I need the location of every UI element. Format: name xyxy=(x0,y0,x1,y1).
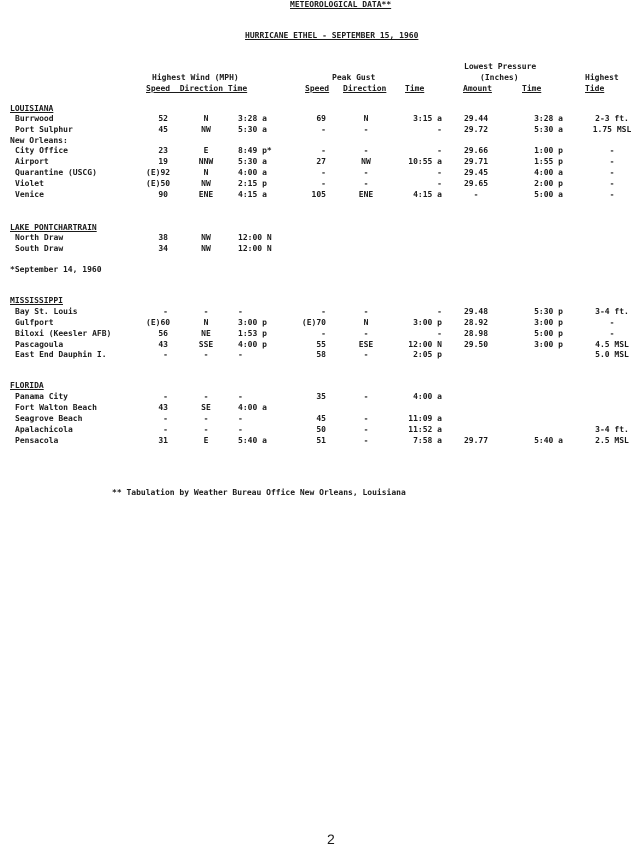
pressure-amount: 29.45 xyxy=(463,168,489,177)
gust-direction: - xyxy=(363,425,369,434)
wind-speed: - xyxy=(163,350,168,359)
document-subtitle: HURRICANE ETHEL - SEPTEMBER 15, 1960 xyxy=(245,31,419,40)
pressure-amount: 29.77 xyxy=(463,436,489,445)
wind-direction: NW xyxy=(201,179,211,188)
station-name: Seagrove Beach xyxy=(15,414,83,423)
pressure-time: 1:55 p xyxy=(534,157,563,166)
pressure-amount: 28.98 xyxy=(463,329,489,338)
wind-speed: (E)60 xyxy=(146,318,171,327)
wind-speed: 31 xyxy=(158,436,168,445)
highest-tide: 5.0 MSL xyxy=(595,350,629,359)
wind-time: 2:15 p xyxy=(238,179,267,188)
gust-direction: - xyxy=(363,179,369,188)
gust-speed: 51 xyxy=(316,436,326,445)
document-title: METEOROLOGICAL DATA** xyxy=(290,0,392,9)
station-name: Burrwood xyxy=(15,114,54,123)
gust-time: 3:00 p xyxy=(413,318,442,327)
station-name: East End Dauphin I. xyxy=(15,350,107,359)
wind-time: - xyxy=(238,425,243,434)
gust-speed: 55 xyxy=(316,340,326,349)
col-gust-direction: Direction xyxy=(343,84,387,93)
wind-speed: (E)92 xyxy=(146,168,171,177)
gust-speed: - xyxy=(321,125,326,134)
wind-time: 12:00 N xyxy=(238,244,272,253)
station-name: Apalachicola xyxy=(15,425,73,434)
gust-time: 12:00 N xyxy=(408,340,442,349)
highest-tide: 2.5 MSL xyxy=(595,436,629,445)
pressure-amount: 28.92 xyxy=(463,318,489,327)
station-name: New Orleans: xyxy=(10,136,68,145)
gust-time: 10:55 a xyxy=(408,157,442,166)
station-name: Pensacola xyxy=(15,436,59,445)
highest-tide: 1.75 MSL xyxy=(592,125,632,134)
station-name: Bay St. Louis xyxy=(15,307,78,316)
gust-speed: - xyxy=(321,329,326,338)
gust-direction: N xyxy=(363,318,369,327)
gust-speed: 35 xyxy=(316,392,326,401)
station-name: Biloxi (Keesler AFB) xyxy=(15,329,112,338)
wind-direction: SSE xyxy=(198,340,214,349)
gust-time: - xyxy=(437,125,442,134)
wind-direction: ENE xyxy=(198,190,214,199)
wind-time: 5:30 a xyxy=(238,157,267,166)
wind-direction: SE xyxy=(201,403,211,412)
col-pressure-time: Time xyxy=(522,84,542,93)
col-group-lowest-pressure-units: (Inches) xyxy=(480,73,519,82)
highest-tide: - xyxy=(609,157,615,166)
wind-direction: N xyxy=(203,168,209,177)
station-name: South Draw xyxy=(15,244,64,253)
wind-direction: NE xyxy=(201,329,211,338)
gust-time: 3:15 a xyxy=(413,114,442,123)
gust-direction: - xyxy=(363,436,369,445)
col-gust-time: Time xyxy=(405,84,425,93)
gust-time: 11:09 a xyxy=(408,414,442,423)
station-name: Port Sulphur xyxy=(15,125,73,134)
gust-direction: - xyxy=(363,307,369,316)
wind-direction: - xyxy=(203,392,209,401)
pressure-amount: 29.48 xyxy=(463,307,489,316)
gust-time: - xyxy=(437,168,442,177)
wind-time: 4:00 a xyxy=(238,403,267,412)
station-name: Gulfport xyxy=(15,318,54,327)
highest-tide: - xyxy=(609,329,615,338)
wind-speed: 34 xyxy=(158,244,168,253)
wind-speed: 90 xyxy=(158,190,168,199)
station-name: Panama City xyxy=(15,392,68,401)
wind-direction: - xyxy=(203,307,209,316)
pressure-time: 4:00 a xyxy=(534,168,563,177)
col-group-highest-wind: Highest Wind (MPH) xyxy=(152,73,239,82)
highest-tide: - xyxy=(609,318,615,327)
highest-tide: - xyxy=(609,190,615,199)
page-number: 2 xyxy=(327,831,335,847)
pressure-amount: 29.65 xyxy=(463,179,489,188)
wind-direction: E xyxy=(203,436,209,445)
wind-direction: NNW xyxy=(198,157,214,166)
gust-direction: NW xyxy=(361,157,371,166)
wind-speed: 45 xyxy=(158,125,168,134)
pressure-time: 1:00 p xyxy=(534,146,563,155)
gust-speed: 58 xyxy=(316,350,326,359)
wind-time: 1:53 p xyxy=(238,329,267,338)
footnote-double-star: ** Tabulation by Weather Bureau Office New Orleans, Louisiana xyxy=(112,488,406,497)
gust-direction: - xyxy=(363,146,369,155)
pressure-amount: 29.66 xyxy=(463,146,489,155)
gust-direction: ENE xyxy=(358,190,374,199)
wind-direction: - xyxy=(203,414,209,423)
gust-speed: 69 xyxy=(316,114,326,123)
wind-direction: E xyxy=(203,146,209,155)
wind-speed: 52 xyxy=(158,114,168,123)
pressure-time: 5:30 a xyxy=(534,125,563,134)
wind-time: 3:00 p xyxy=(238,318,267,327)
highest-tide: 2-3 ft. xyxy=(595,114,629,123)
station-name: Pascagoula xyxy=(15,340,64,349)
gust-direction: - xyxy=(363,392,369,401)
gust-speed: 27 xyxy=(316,157,326,166)
wind-time: 4:00 p xyxy=(238,340,267,349)
highest-tide: 3-4 ft. xyxy=(595,307,629,316)
section-title: LAKE PONTCHARTRAIN xyxy=(10,223,97,232)
station-name: Violet xyxy=(15,179,44,188)
footnote-star: *September 14, 1960 xyxy=(10,265,102,274)
wind-speed: - xyxy=(163,392,168,401)
station-name: Quarantine (USCG) xyxy=(15,168,97,177)
wind-speed: 38 xyxy=(158,233,168,242)
station-name: Fort Walton Beach xyxy=(15,403,97,412)
gust-time: - xyxy=(437,329,442,338)
pressure-time: 3:00 p xyxy=(534,340,563,349)
highest-tide: - xyxy=(609,179,615,188)
wind-time: 4:15 a xyxy=(238,190,267,199)
gust-time: - xyxy=(437,179,442,188)
gust-speed: - xyxy=(321,179,326,188)
col-pressure-amount: Amount xyxy=(463,84,492,93)
pressure-amount: 29.72 xyxy=(463,125,489,134)
gust-speed: (E)70 xyxy=(301,318,326,327)
gust-direction: - xyxy=(363,125,369,134)
gust-direction: N xyxy=(363,114,369,123)
wind-speed: 19 xyxy=(158,157,168,166)
col-group-peak-gust: Peak Gust xyxy=(332,73,376,82)
wind-direction: N xyxy=(203,318,209,327)
pressure-amount: 29.71 xyxy=(463,157,489,166)
gust-speed: - xyxy=(321,146,326,155)
section-title: MISSISSIPPI xyxy=(10,296,63,305)
wind-speed: - xyxy=(163,414,168,423)
gust-time: - xyxy=(437,146,442,155)
wind-speed: - xyxy=(163,307,168,316)
gust-time: 11:52 a xyxy=(408,425,442,434)
gust-time: 2:05 p xyxy=(413,350,442,359)
wind-time: 12:00 N xyxy=(238,233,272,242)
station-name: Airport xyxy=(15,157,49,166)
gust-speed: 45 xyxy=(316,414,326,423)
gust-speed: - xyxy=(321,168,326,177)
wind-time: 3:28 a xyxy=(238,114,267,123)
section-title: LOUISIANA xyxy=(10,104,54,113)
wind-direction: NW xyxy=(201,233,211,242)
wind-time: 4:00 a xyxy=(238,168,267,177)
pressure-amount: - xyxy=(473,190,479,199)
station-name: North Draw xyxy=(15,233,64,242)
pressure-time: 5:00 p xyxy=(534,329,563,338)
wind-time: - xyxy=(238,414,243,423)
pressure-time: 5:00 a xyxy=(534,190,563,199)
wind-direction: NW xyxy=(201,244,211,253)
gust-direction: - xyxy=(363,414,369,423)
pressure-time: 5:40 a xyxy=(534,436,563,445)
highest-tide: 4.5 MSL xyxy=(595,340,629,349)
station-name: Venice xyxy=(15,190,44,199)
section-title: FLORIDA xyxy=(10,381,44,390)
gust-direction: - xyxy=(363,329,369,338)
col-wind-sub: Speed Direction Time xyxy=(146,84,248,93)
wind-time: 5:40 a xyxy=(238,436,267,445)
gust-direction: ESE xyxy=(358,340,374,349)
highest-tide: 3-4 ft. xyxy=(595,425,629,434)
gust-speed: - xyxy=(321,307,326,316)
gust-time: 4:00 a xyxy=(413,392,442,401)
pressure-time: 2:00 p xyxy=(534,179,563,188)
wind-direction: - xyxy=(203,350,209,359)
wind-direction: NW xyxy=(201,125,211,134)
gust-direction: - xyxy=(363,350,369,359)
gust-direction: - xyxy=(363,168,369,177)
wind-speed: 56 xyxy=(158,329,168,338)
pressure-time: 5:30 p xyxy=(534,307,563,316)
wind-direction: - xyxy=(203,425,209,434)
pressure-amount: 29.44 xyxy=(463,114,489,123)
wind-time: - xyxy=(238,307,243,316)
wind-time: - xyxy=(238,392,243,401)
highest-tide: - xyxy=(609,146,615,155)
col-gust-speed: Speed xyxy=(305,84,330,93)
wind-time: 5:30 a xyxy=(238,125,267,134)
wind-speed: (E)50 xyxy=(146,179,171,188)
wind-time: - xyxy=(238,350,243,359)
gust-speed: 50 xyxy=(316,425,326,434)
col-group-lowest-pressure: Lowest Pressure xyxy=(464,62,537,71)
gust-speed: 105 xyxy=(311,190,326,199)
gust-time: 4:15 a xyxy=(413,190,442,199)
pressure-amount: 29.50 xyxy=(463,340,489,349)
wind-speed: - xyxy=(163,425,168,434)
wind-speed: 43 xyxy=(158,403,168,412)
wind-time: 8:49 p* xyxy=(238,146,272,155)
highest-tide: - xyxy=(609,168,615,177)
wind-direction: N xyxy=(203,114,209,123)
gust-time: - xyxy=(437,307,442,316)
pressure-time: 3:28 a xyxy=(534,114,563,123)
wind-speed: 43 xyxy=(158,340,168,349)
pressure-time: 3:00 p xyxy=(534,318,563,327)
col-tide: Tide xyxy=(585,84,605,93)
gust-time: 7:58 a xyxy=(413,436,442,445)
col-group-highest-tide: Highest xyxy=(585,73,619,82)
station-name: City Office xyxy=(15,146,68,155)
wind-speed: 23 xyxy=(158,146,168,155)
